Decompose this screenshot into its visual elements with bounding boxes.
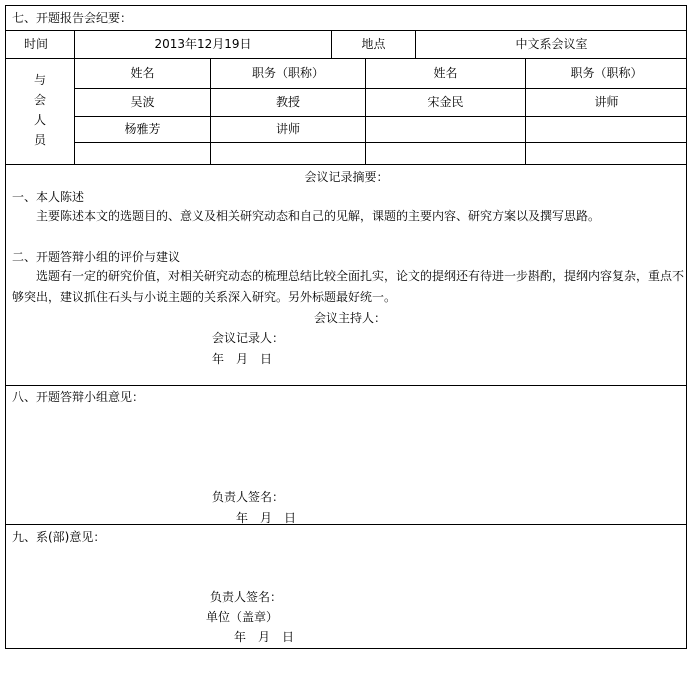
attendee-name: 杨雅芳: [124, 122, 161, 136]
section8-sign-label: 负责人签名：: [212, 490, 285, 504]
section8-title: 八、开题答辩小组意见：: [12, 390, 145, 404]
col-header-name: 姓名: [130, 66, 155, 80]
section7-title: 七、开题报告会纪要：: [12, 11, 133, 25]
section9-title: 九、系(部)意见：: [12, 530, 106, 544]
attendee-title: 讲师: [275, 122, 300, 136]
time-value: 2013年12月19日: [154, 37, 252, 51]
row-divider: [74, 116, 687, 117]
attendees-label-char: 员: [33, 133, 46, 147]
row-divider: [6, 30, 686, 31]
section9-date-label: 年 月 日: [234, 630, 295, 644]
attendee-name: 宋金民: [427, 95, 464, 109]
part2-text: 选题有一定的研究价值，对相关研究动态的梳理总结比较全面扎实，论文的提纲还有待进一步斟酌，提纲内容复杂，重点不够突出，建议抓住石头与小说主题的关系深入研究。另外标题最好统一。: [12, 269, 685, 304]
part1-text: 主要陈述本文的选题目的、意义及相关研究动态和自己的见解，课题的主要内容、研究方案以及撰写思路。: [36, 209, 601, 223]
attendee-name: 吴波: [130, 95, 155, 109]
place-value: 中文系会议室: [515, 37, 588, 51]
attendee-title: 讲师: [594, 95, 619, 109]
row-divider: [6, 524, 686, 525]
section9-unit-label: 单位（盖章）: [206, 610, 279, 624]
section8-date-label: 年 月 日: [236, 511, 297, 525]
host-label: 会议主持人：: [314, 311, 387, 325]
section9-sign-label: 负责人签名：: [210, 590, 283, 604]
part1-title: 一、本人陈述: [12, 190, 85, 204]
col-header-name: 姓名: [433, 66, 458, 80]
place-label: 地点: [361, 37, 386, 51]
attendees-label-char: 会: [33, 93, 46, 107]
row-divider: [74, 142, 687, 143]
row-divider: [6, 58, 686, 59]
attendees-label-char: 人: [33, 113, 46, 127]
row-divider: [74, 88, 687, 89]
recorder-label: 会议记录人：: [212, 331, 285, 345]
minutes-date-label: 年 月 日: [212, 352, 273, 366]
report-form: [5, 5, 687, 649]
time-label: 时间: [24, 37, 49, 51]
col-header-title: 职务（职称）: [570, 66, 643, 80]
row-divider: [6, 164, 686, 165]
minutes-heading: 会议记录摘要：: [304, 170, 389, 184]
part2-title: 二、开题答辩小组的评价与建议: [12, 250, 181, 264]
col-header-title: 职务（职称）: [251, 66, 324, 80]
attendees-label-char: 与: [33, 73, 46, 87]
row-divider: [6, 385, 686, 386]
attendee-title: 教授: [275, 95, 300, 109]
